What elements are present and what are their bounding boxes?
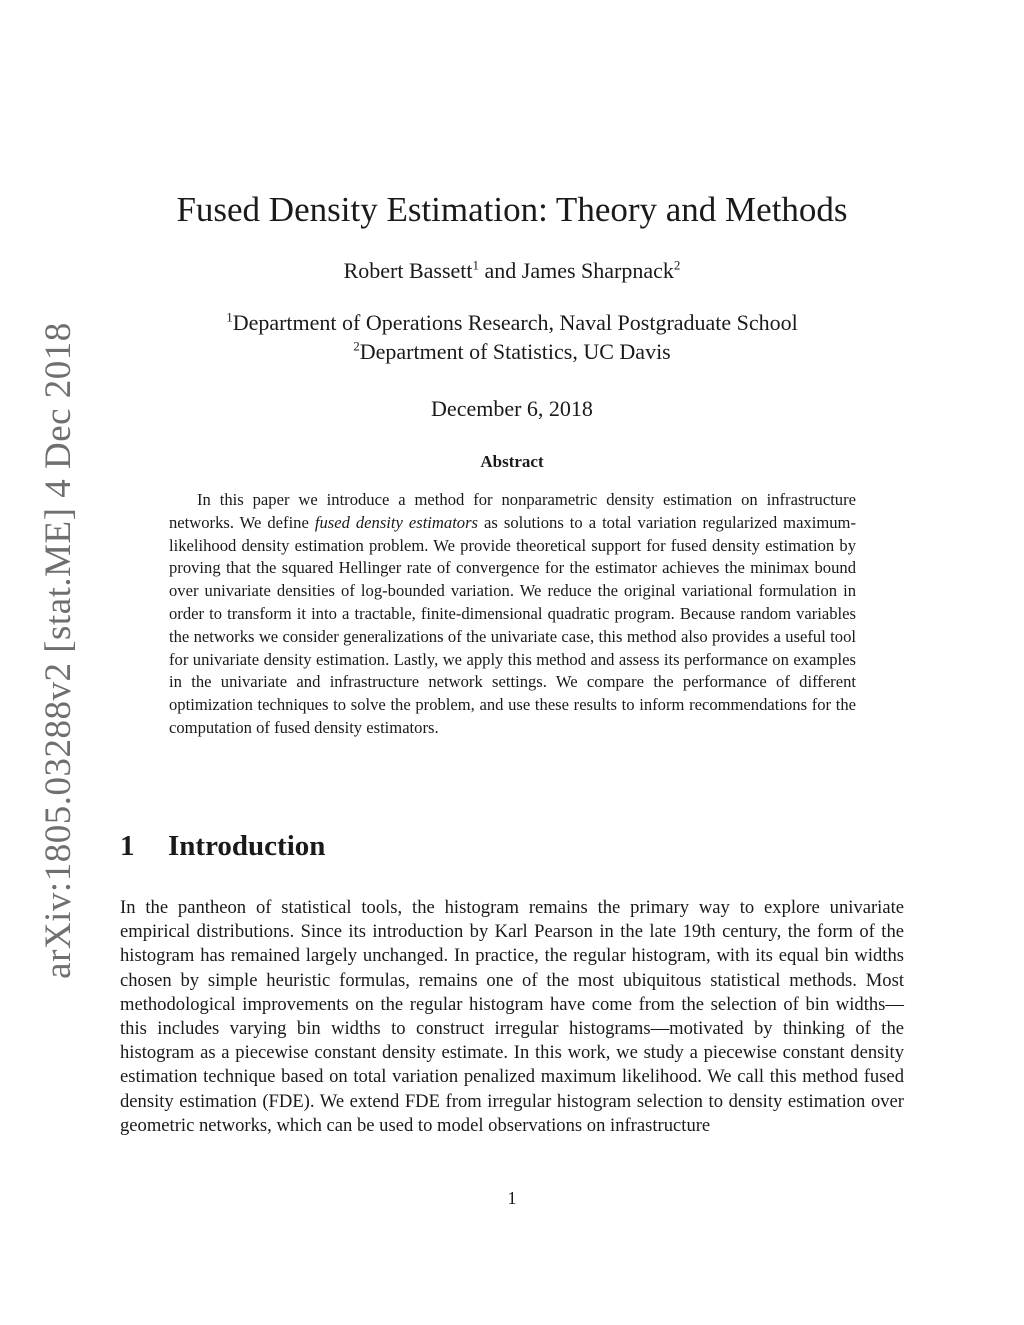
section-heading bbox=[120, 830, 325, 863]
paper-title: Fused Density Estimation: Theory and Methods bbox=[176, 190, 848, 229]
affiliation-text: Department of Operations Research, Naval Postgraduate School bbox=[232, 310, 798, 335]
section-number: 1 bbox=[120, 830, 135, 862]
affiliation-mark: 1 bbox=[472, 257, 480, 273]
abstract-emphasis: fused density estimators bbox=[314, 512, 479, 532]
abstract-text-part: as solutions to a total variation regularized maximum-likelihood density estimation problem. We provide theoretical support for fused density estimation by proving that the squared Hellinger rate of convergence for the estimator achieves the minimax bound over univariate densities of log-bounded variation. We reduce the original variational formulation in order to transform it into a tractable, finite-dimensional quadratic program. Because random variables the networks we consider generalizations of the univariate case, this method also provides a useful tool for univariate density estimation. Lastly, we apply this method and assess its performance on examples in the univariate and infrastructure network settings. We compare the performance of different optimization techniques to solve the problem, and use these results to inform recommendations for the computation of fused density estimators. bbox=[169, 512, 856, 737]
affiliation-mark: 1 bbox=[226, 309, 233, 325]
author-list bbox=[0, 258, 1024, 284]
page-number: 1 bbox=[507, 1188, 517, 1208]
author-name: Robert Bassett bbox=[343, 258, 473, 283]
author-name: James Sharpnack bbox=[521, 258, 674, 283]
paper-date: December 6, 2018 bbox=[431, 396, 593, 421]
author-conjunction: and bbox=[479, 258, 522, 283]
abstract-heading: Abstract bbox=[480, 452, 544, 471]
introduction-paragraph: In the pantheon of statistical tools, the histogram remains the primary way to explore univariate empirical distributions. Since its introduction by Karl Pearson in the late 19th century, the form of the histogram has remained largely unchanged. In practice, the regular histogram, with its equal bin widths chosen by simple heuristic formulas, remains one of the most ubiquitous statistical methods. Most methodological improvements on the regular histogram have come from the selection of bin widths—this includes varying bin widths to construct irregular histograms—motivated by thinking of the histogram as a piecewise constant density estimate. In this work, we study a piecewise constant density estimation technique based on total variation penalized maximum likelihood. We call this method fused density estimation (FDE). We extend FDE from irregular histogram selection to density estimation over geometric networks, which can be used to model observations on infrastructure bbox=[120, 897, 904, 1136]
arxiv-identifier-text: arXiv:1805.03288v2 [stat.ME] 4 Dec 2018 bbox=[37, 321, 79, 979]
abstract-text bbox=[169, 489, 856, 740]
affiliation bbox=[0, 310, 1024, 336]
affiliation-mark: 2 bbox=[353, 338, 360, 354]
affiliation bbox=[0, 339, 1024, 365]
affiliation-mark: 2 bbox=[673, 257, 681, 273]
abstract-text-part: In this paper we introduce a method for nonparametric density estimation on infrastructure networks. We define bbox=[169, 490, 856, 532]
affiliation-text: Department of Statistics, UC Davis bbox=[359, 339, 671, 364]
section-title: Introduction bbox=[168, 830, 326, 862]
arxiv-identifier bbox=[36, 321, 80, 979]
